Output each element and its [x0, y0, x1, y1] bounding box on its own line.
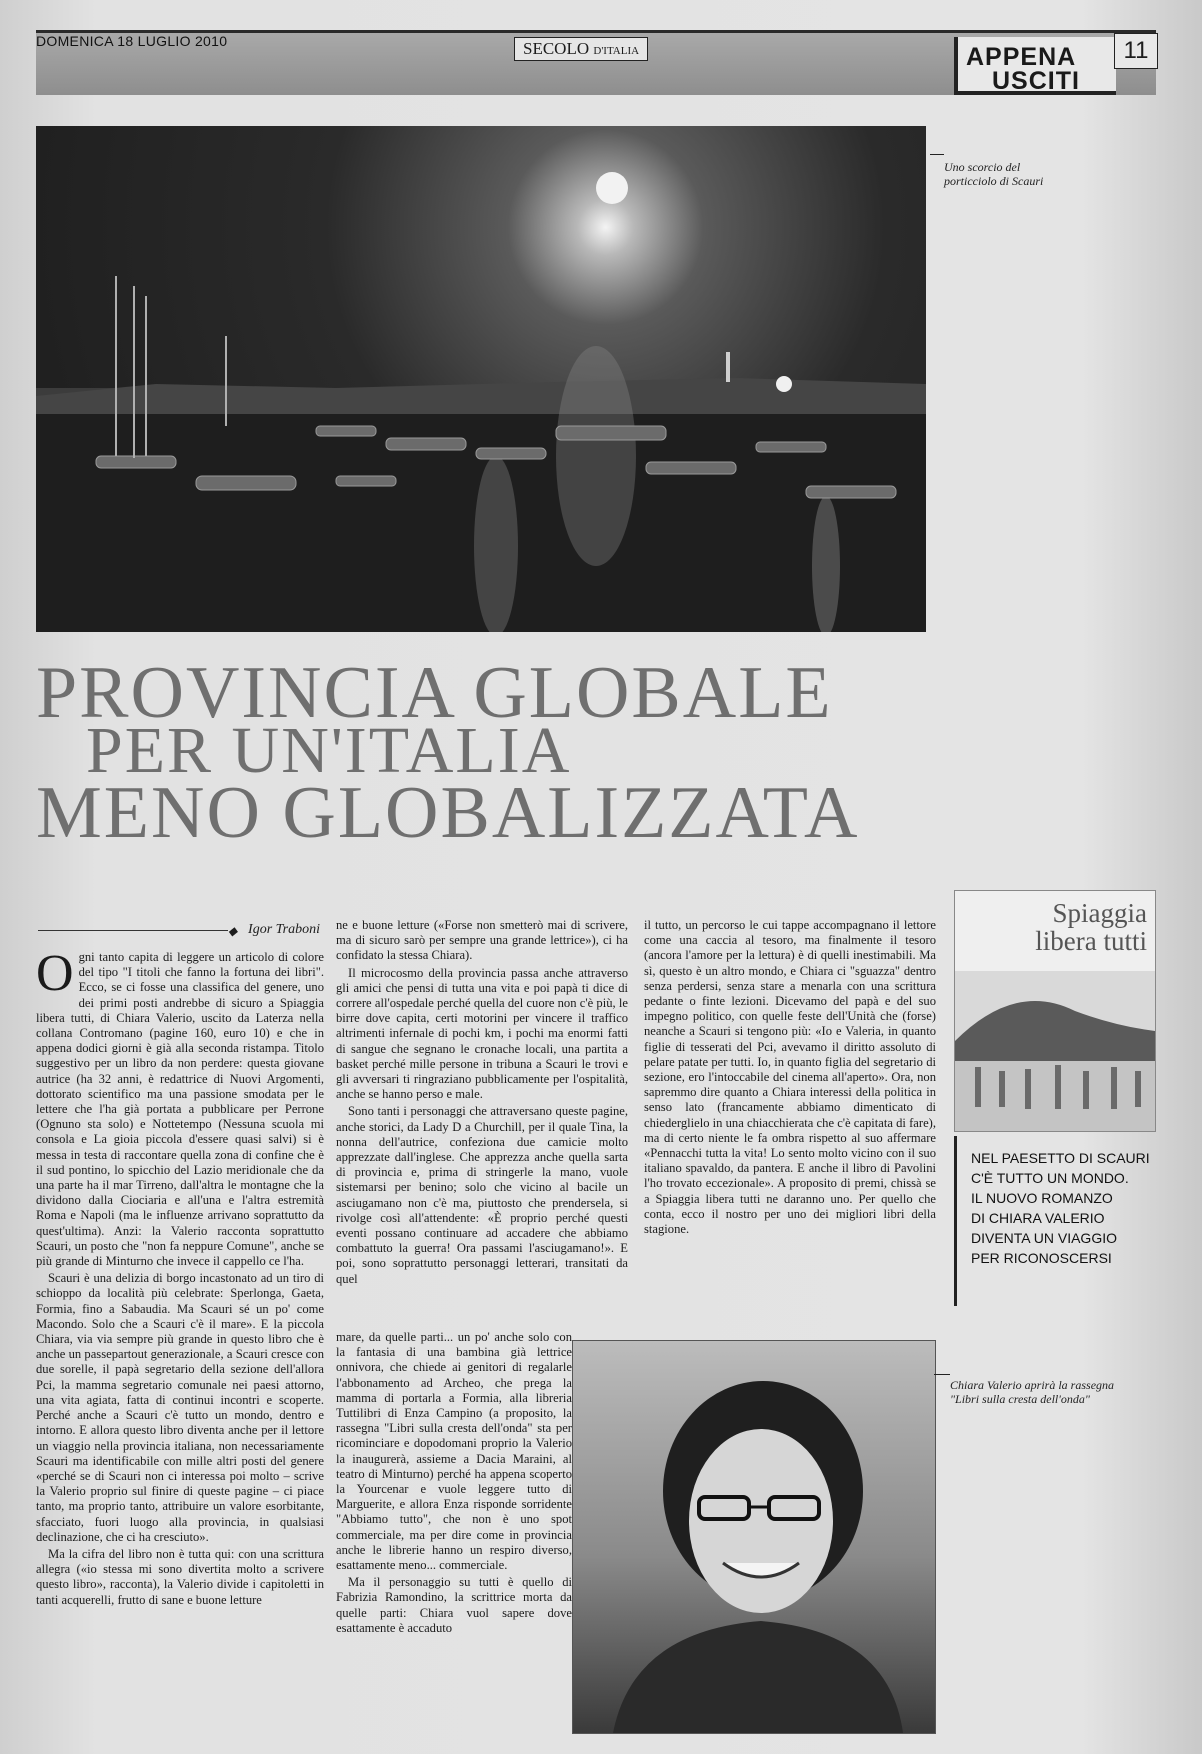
book-summary [954, 1136, 1154, 1306]
headline-line1: PROVINCIA GLOBALE [36, 652, 833, 734]
portrait-illustration [573, 1341, 935, 1733]
book-summary-line: PER RICONOSCERSI [971, 1250, 1112, 1266]
author-portrait [572, 1340, 936, 1734]
issue-date: DOMENICA 18 LUGLIO 2010 [36, 33, 228, 49]
article-column-2 [336, 918, 628, 1330]
book-summary-line: DI CHIARA VALERIO [971, 1210, 1105, 1226]
book-title-line1: Spiaggia [1052, 898, 1147, 928]
headline-line2: PER UN'ITALIA [86, 714, 572, 787]
newspaper-name-small: D'ITALIA [593, 45, 640, 57]
author-name: Igor Traboni [248, 922, 320, 937]
drop-cap: O [36, 950, 74, 1002]
section-label [954, 37, 1116, 95]
article-column-2-continued [336, 1330, 572, 1672]
article-column-3 [644, 918, 936, 1304]
newspaper-name-main: SECOLO [523, 39, 590, 58]
article-paragraph: Sono tanti i personaggi che attraversano queste pagine, anche storici, da Lady D a Churchill, per il quale Tina, la nonna dell'autrice, confeziona due camicie molto apprezzate dall'inglese. Che apprezza anche quella sarta di provincia e, prima di stringerle la mano, vuole sistemarsi per benino; solo che vicino al bacile un asciugamano non c'è ma, piuttosto che prendersela, si rivolge così all'attendente: «È proprio perché questi eventi possano continuare ad accadere che abbiamo combattuto la guerra! Ora passami l'asciugamano!». E poi, sono soprattutto personaggi letterari, transitati da quel [336, 1104, 628, 1286]
book-summary-line: DIVENTA UN VIAGGIO [971, 1230, 1117, 1246]
article-paragraph: mare, da quelle parti... un po' anche solo con la fantasia di una bambina già lettrice onnivora, che chiede ai genitori di regalarle l'abbonamento ad Archeo, che prega la mamma di portarla a Formia, alla libreria Tuttilibri di Enza Campino (a proposito, la rassegna "Libri sulla cresta dell'onda" sta per ricominciare e dopodomani proprio la Valerio la inaugurerà, assieme a Dacia Maraini, al teatro di Minturno) perché ha appena scoperto la Yourcenar e vuole leggere tutto di Marguerite, e allora Enza risponde sorridente "Abbiamo tutto", che non è uno spot commerciale, ma per dire come in provincia anche le librerie hanno un respiro diverso, esattamente meno... commerciale. [336, 1330, 572, 1573]
harbor-scene [36, 126, 926, 632]
diamond-icon: ◆ [228, 924, 238, 938]
article-paragraph: gni tanto capita di leggere un articolo di colore del tipo "I titoli che fanno la fortuna dei libri". Ecco, se ci fosse una classifica del genere, uno dei primi posti andrebbe di sicuro a Spiaggia libera tutti, di Chiara Valerio, uscito da Laterza nella collana Contromano (pagine 160, euro 10) e che in appena dodici giorni è già alla seconda ristampa. Titolo suggestivo per un libro da non perdere: questa giovane autrice (ha 32 anni, è redattrice di Nuovi Argomenti, dottorato scientifico ma una passione smodata per le lettere che l'ha già portata a pubblicare per Perrone (Ognuno sta solo) e Nottetempo (Nessuna scuola mi consola e La gioia piccola d'essere quasi salvi) si è messa in testa di raccontare quella zona di confine che è il sud pontino, lo spicchio del Lazio meridionale che da una parte ha il mar Tirreno, dall'altra le montagne che la dividono dalla Ciociaria e all'una e l'altra estremità Roma e Napoli (ma le influenze arrivano soprattutto da quest'ultima). Anzi: la Valerio racconta soprattutto Scauri, un posto che "non fa neppure Comune", anche se più grande di Minturno che invece il cappello ce l'ha. [36, 950, 324, 1269]
article-paragraph: il tutto, un percorso le cui tappe accompagnano il lettore come una caccia al tesoro, ma finalmente il tesoro (ancora l'amore per la lettura) è di quelli inestimabili. Ma sì, questo è un altro mondo, e Chiara ci "sguazza" dentro senza perdersi, senza stare a menarla con una scrittura pedante o finte lezioni. Dicevamo del papà e del suo impegno politico, con quelle feste dell'Unità che (forse) neanche a Scauri si tengono più: «Io e Valeria, in quanto figlie di tesserati del Pci, avevamo il diritto assoluto di pelare patate per tutti. Io, in quanto figlia del segretario di sezione, ero l'intoccabile del cinema all'aperto». Ora, non sapremmo dire quanto a Chiara interessi della politica in senso lato (francamente abbiamo dimenticato di chiederglielo in una chiacchierata che c'è capitata di fare), ma di certo niente le fa ombra rispetto al suo affermare «Pennacchi tutta la vita! Lo sento molto vicino con il suo italiano spavaldo, da pantera. E anche il libro di Pavolini l'ho trovato eccezionale». A proposito di premi, chissà se a Spiaggia libera tutti ne daranno uno. Per quello che conta, ecco il nostro per uno dei migliori libri della stagione. [644, 918, 936, 1237]
headline-line3: MENO GLOBALIZZATA [36, 772, 860, 854]
portrait-caption: Chiara Valerio aprirà la rassegna "Libri sulla cresta dell'onda" [950, 1378, 1120, 1406]
book-cover [954, 890, 1156, 1132]
article-column-1 [36, 950, 324, 1660]
page-number: 11 [1114, 33, 1158, 69]
book-summary-line: NEL PAESETTO DI SCAURI [971, 1150, 1150, 1166]
book-summary-line: C'È TUTTO UN MONDO. [971, 1170, 1129, 1186]
book-cover-illustration [955, 971, 1155, 1131]
section-label-line1: APPENA [966, 43, 1077, 71]
book-title [1035, 899, 1147, 955]
book-title-line2: libera tutti [1035, 926, 1147, 956]
article-paragraph: Il microcosmo della provincia passa anche attraverso gli amici che pensi di tutta una vita e poi papà ti dice di correre all'ospedale perché quella del cuore non c'è più, le birre dove capita, certi motorini per vincere il traffico altrimenti infernale di pochi km, i pochi ma enormi fatti di sangue che segnano le cronache locali, una partita a basket perché mille persone in tribuna a Scauri le trovi e gli avversari ti ringraziano pubblicamente per l'ospitalità, anche se hanno perso e male. [336, 965, 628, 1102]
harbor-night-photo [36, 126, 926, 632]
article-paragraph: Ma la cifra del libro non è tutta qui: con una scrittura allegra («io stessa mi sono divertita molto a scrivere questo libro», racconta), la Valerio divide i capitoletti in tanti acquerelli, frutto di sane e buone letture [36, 1546, 324, 1607]
masthead [36, 30, 1156, 95]
photo-caption: Uno scorcio del porticciolo di Scauri [944, 160, 1064, 188]
byline [38, 922, 320, 938]
section-label-line2: USCITI [992, 67, 1080, 95]
article-paragraph: Scauri è una delizia di borgo incastonato ad un tiro di schioppo da località più celebrate: Sperlonga, Gaeta, Formia, fino a Sabaudia. Ma Scauri sé un po' come Macondo. Solo che a Scauri c'è il mare». E la piccola Chiara, via via sempre più grande in questo libro che è anche un passepartout generazionale, a Scauri cresce con due sorelle, il papà segretario della sezione dell'allora Pci, la mamma segretario comunale nei paesi attorno, una vita agiata, fatta di continui incontri e scoperte. Perché anche a Scauri c'è tutto un mondo, dentro e intorno. E allora questo libro diventa anche per il lettore un viaggio nella provincia italiana, non necessariamente Scauri ma identificabile con mille altri posti del genere «perché se di Scauri non ci interessa poi molto – scrive la Valerio proprio sul finire di queste pagine – ci piace tanto, ma proprio tanto, attribuire un valore esorbitante, sfacciato, fuori luogo alla provincia, in qualsiasi declinazione, che ci ha cresciuto». [36, 1271, 324, 1544]
book-summary-line: IL NUOVO ROMANZO [971, 1190, 1113, 1206]
newspaper-name [514, 37, 648, 61]
byline-rule [38, 930, 228, 931]
article-paragraph: ne e buone letture («Forse non smetterò mai di scrivere, ma di sicuro sarò per sempre una grande lettrice»), ci ha confidato la stessa Chiara). [336, 918, 628, 963]
article-paragraph: Ma il personaggio su tutti è quello di Fabrizia Ramondino, la scrittrice morta da quelle parti: Chiara vuol sapere dove esattamente è accaduto [336, 1575, 572, 1635]
